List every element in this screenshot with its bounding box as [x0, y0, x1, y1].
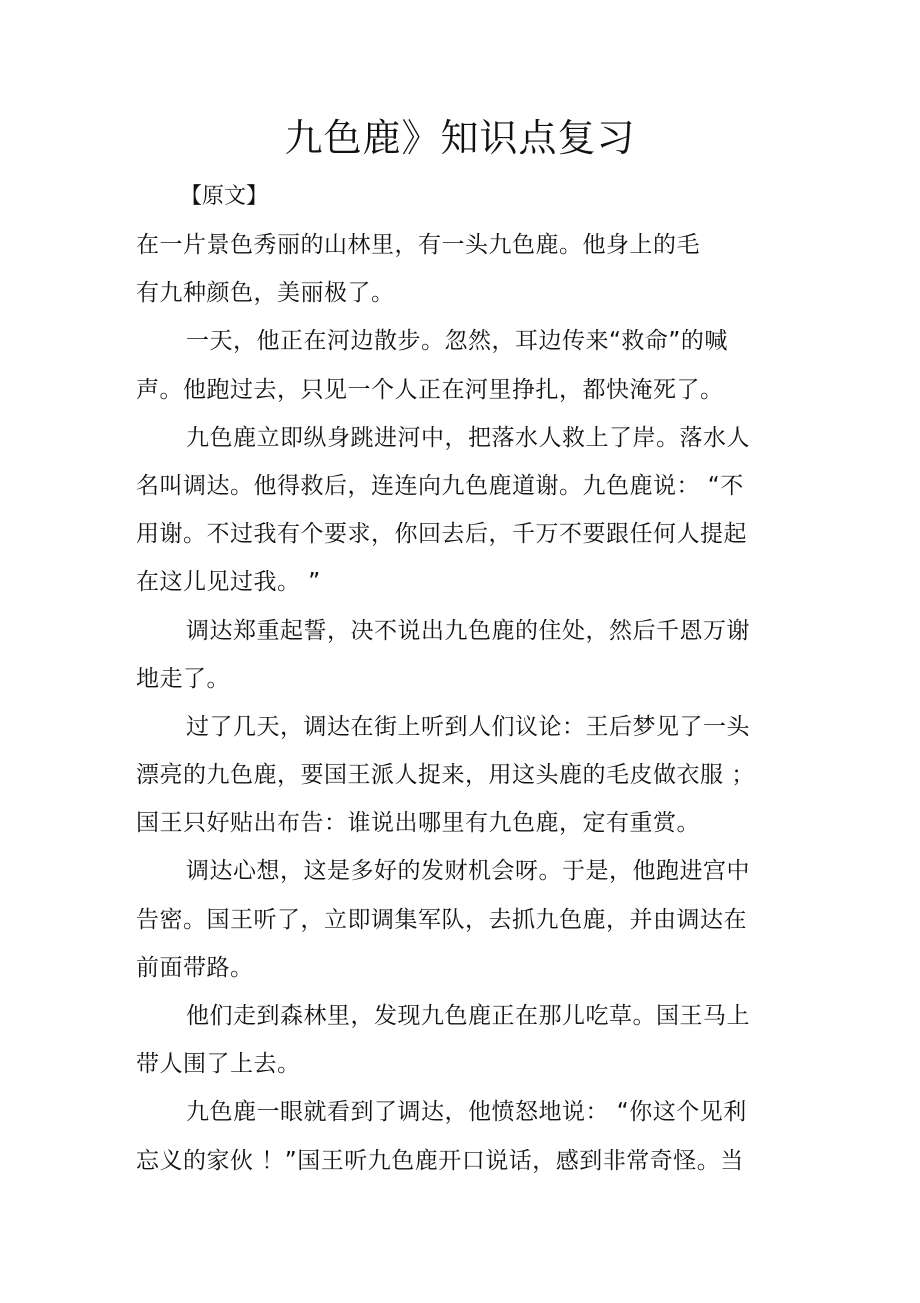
- text-line: 地走了。: [136, 665, 230, 692]
- text-line: 带人围了上去。: [136, 1051, 301, 1078]
- text-line: 告密。国王听了，立即调集军队，去抓九色鹿，并由调达在: [136, 906, 747, 933]
- document-title: 九色鹿》知识点复习: [284, 116, 636, 160]
- text-line: 九色鹿一眼就看到了调达，他愤怒地说： “你这个见利: [186, 1099, 747, 1126]
- body-text: [136, 221, 796, 1185]
- text-line: 国王只好贴出布告：谁说出哪里有九色鹿，定有重赏。: [136, 810, 700, 837]
- text-line: 过了几天，调达在街上听到人们议论：王后梦见了一头: [186, 713, 750, 740]
- text-line: 前面带路。: [136, 954, 254, 981]
- text-line: 九色鹿立即纵身跳进河中，把落水人救上了岸。落水人: [186, 424, 750, 451]
- text-line: 在一片景色秀丽的山林里，有一头九色鹿。他身上的毛: [136, 232, 700, 258]
- text-line: 调达郑重起誓，决不说出九色鹿的住处，然后千恩万谢: [186, 617, 750, 644]
- section-heading: 【原文】: [180, 184, 269, 209]
- text-line: 一天，他正在河边散步。忽然，耳边传来“救命”的喊: [186, 328, 728, 355]
- text-line: 名叫调达。他得救后，连连向九色鹿道谢。九色鹿说： “不: [136, 472, 744, 499]
- text-line: 在这儿见过我。 ”: [136, 569, 321, 596]
- text-line: 他们走到森林里，发现九色鹿正在那儿吃草。国王马上: [186, 1003, 750, 1029]
- text-line: 调达心想，这是多好的发财机会呀。于是，他跑进宫中: [186, 858, 750, 885]
- text-line: 声。他跑过去，只见一个人正在河里挣扎，都快淹死了。: [136, 376, 724, 403]
- text-line: 忘义的家伙 ！”国王听九色鹿开口说话，感到非常奇怪。当: [136, 1147, 744, 1174]
- text-line: 有九种颜色，美丽极了。: [136, 280, 395, 307]
- text-line: 漂亮的九色鹿，要国王派人捉来，用这头鹿的毛皮做衣服 ；: [136, 762, 755, 789]
- text-line: 用谢。不过我有个要求，你回去后，千万不要跟任何人提起: [136, 521, 747, 548]
